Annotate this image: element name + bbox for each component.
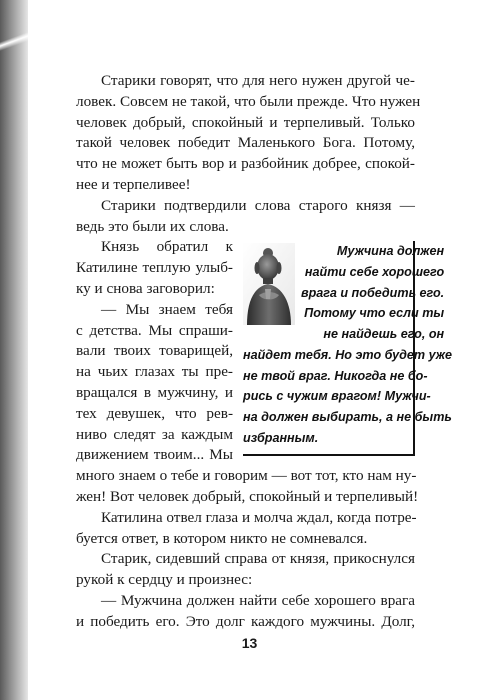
page-number: 13 — [241, 635, 258, 651]
sidebar-head — [243, 241, 445, 345]
text-line: ку и снова заговорил: — [76, 279, 215, 297]
sidebar-text-below-image — [243, 345, 453, 449]
text-line: — Мы знаем тебя — [101, 300, 233, 318]
sidebar-line: найдет тебя. Но это будет уже — [243, 347, 453, 362]
text-line: — Мужчина должен найти себе хорошего врага — [101, 591, 415, 609]
text-line: Катилине теплую улыб- — [76, 259, 233, 277]
buddha-statue-image — [243, 243, 295, 325]
text-line: Катилина отвел глаза и молча ждал, когда потре- — [101, 508, 417, 526]
body-text — [76, 71, 453, 633]
text-line: на чьих глазах ты пре- — [76, 363, 233, 381]
sidebar-line: избранным. — [243, 430, 319, 445]
sidebar-line: не твой враг. Никогда не бо- — [243, 368, 428, 383]
text-line: Князь обратил к — [101, 238, 233, 256]
paragraph-6 — [76, 591, 415, 633]
text-line: движением твоим... Мы — [76, 446, 233, 464]
text-line: вали твоих товарищей, — [76, 342, 233, 360]
sidebar-text-beside-image — [301, 241, 444, 345]
text-line: тех девушек, что рев- — [76, 404, 233, 422]
text-line: жен! Вот человек добрый, спокойный и терпеливый! — [76, 487, 419, 505]
text-line: ведь это были их слова. — [76, 217, 229, 235]
text-line: что не может быть вор и разбойник добрее, спокой- — [76, 155, 415, 173]
text-line: и победить его. Это долг каждого мужчины. Долг, — [76, 612, 415, 630]
text-line: вращался в мужчину, и — [76, 383, 233, 401]
text-line: Старики подтвердили слова старого князя — — [101, 196, 415, 214]
text-line: много знаем о тебе и говорим — вот тот, кто нам ну- — [76, 467, 417, 485]
paragraph-5 — [76, 549, 415, 591]
page-edge-highlight — [0, 22, 28, 62]
text-line: такой человек победит Маленького Бога. Потому, — [76, 134, 415, 152]
paragraph-1 — [76, 71, 421, 196]
sidebar-line: найти себе хорошего — [304, 265, 445, 280]
text-line: ниво следят за каждым — [76, 425, 233, 443]
text-line: с детства. Мы спраши- — [76, 321, 233, 339]
text-line: Старик, сидевший справа от князя, прикоснулся — [101, 550, 415, 568]
sidebar-line: Потому что если ты — [304, 306, 445, 321]
text-line: буется ответ, в котором никто не сомневался. — [76, 529, 368, 547]
text-line: Старики говорят, что для него нужен другой че- — [101, 72, 415, 89]
text-line: ловек. Совсем не такой, что были прежде. Что нужен — [76, 92, 421, 110]
sidebar-line: на должен выбирать, а не быть — [243, 410, 452, 424]
text-line: человек добрый, спокойный и терпеливый. Только — [76, 113, 415, 131]
text-line: нее и терпеливее! — [76, 175, 191, 193]
paragraph-2 — [76, 196, 415, 238]
text-line: рукой к сердцу и произнес: — [76, 571, 253, 589]
page-edge-shadow — [0, 0, 28, 700]
sidebar-line: не найдешь его, он — [323, 327, 445, 342]
sidebar-line: рись с чужим врагом! Мужчи- — [243, 389, 431, 404]
paragraph-4 — [76, 508, 415, 550]
sidebar-line: врага и победить его. — [301, 285, 445, 300]
sidebar-quote-box — [243, 241, 453, 456]
sidebar-line: Мужчина должен — [336, 244, 445, 259]
